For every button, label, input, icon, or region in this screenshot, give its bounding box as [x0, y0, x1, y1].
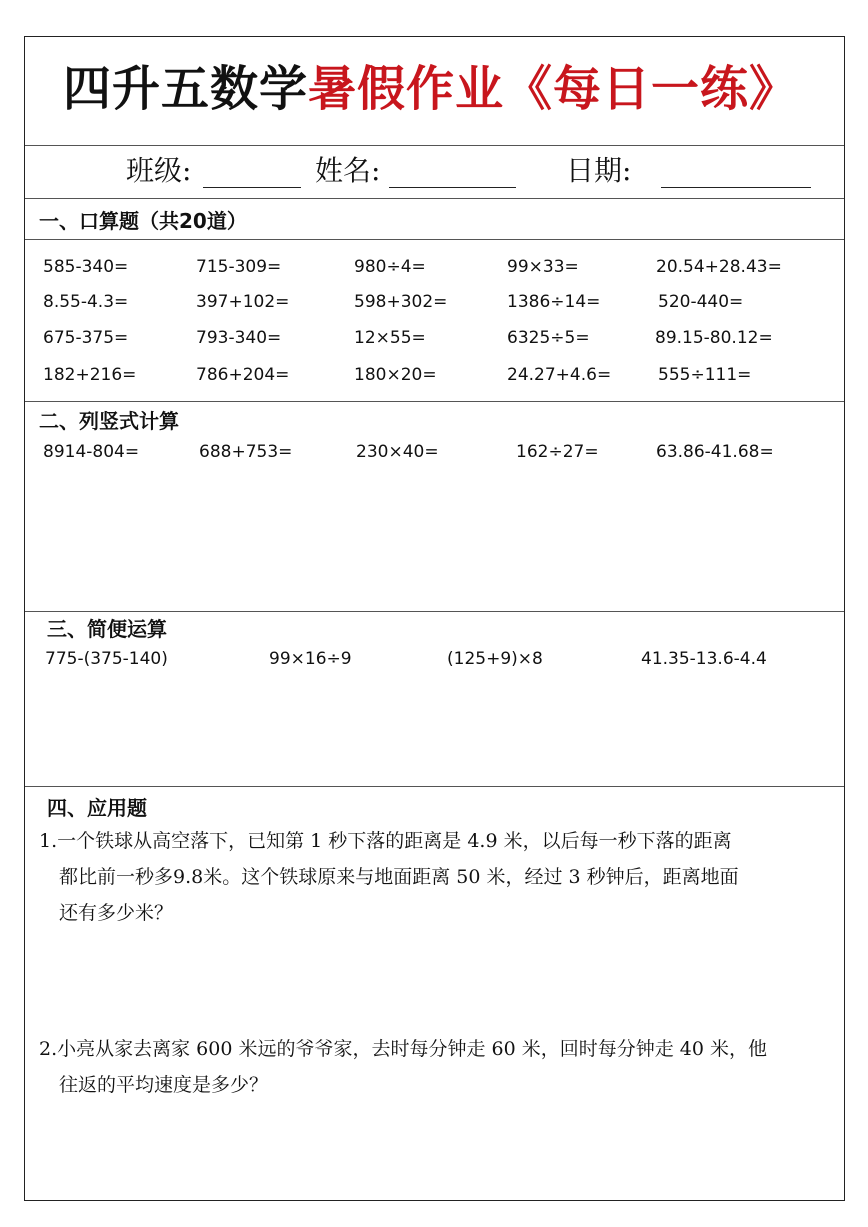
section-vertical-heading: 二、列竖式计算	[39, 409, 179, 433]
oral-question: 6325÷5=	[507, 328, 590, 348]
oral-question: 397+102=	[196, 292, 290, 312]
section-oral-heading: 一、口算题（共20道）	[39, 209, 247, 233]
applied-problem-2	[39, 1031, 839, 1103]
simple-question: 99×16÷9	[269, 649, 352, 669]
problem-line: 1.一个铁球从高空落下，已知第 1 秒下落的距离是 4.9 米，以后每一秒下落的距离	[39, 830, 732, 852]
title-red: 暑假作业《每日一练》	[308, 61, 799, 117]
oral-question: 8.55-4.3=	[43, 292, 129, 312]
oral-question: 675-375=	[43, 328, 129, 348]
vertical-question: 63.86-41.68=	[656, 442, 774, 462]
problem-line: 2.小亮从家去离家 600 米远的爷爷家，去时每分钟走 60 米，回时每分钟走 40 米，他	[39, 1038, 767, 1060]
divider	[25, 786, 844, 787]
name-label: 姓名:	[315, 154, 381, 187]
worksheet-title	[63, 59, 798, 119]
oral-question: 20.54+28.43=	[656, 257, 782, 277]
oral-question: 89.15-80.12=	[655, 328, 773, 348]
vertical-question: 230×40=	[356, 442, 439, 462]
oral-question: 520-440=	[658, 292, 744, 312]
divider	[25, 401, 844, 402]
oral-question: 786+204=	[196, 365, 290, 385]
oral-question: 715-309=	[196, 257, 282, 277]
date-blank	[661, 187, 811, 188]
oral-question: 598+302=	[354, 292, 448, 312]
simple-question: 41.35-13.6-4.4	[641, 649, 767, 669]
problem-line: 都比前一秒多9.8米。这个铁球原来与地面距离 50 米，经过 3 秒钟后，距离地面	[59, 866, 739, 888]
oral-question: 1386÷14=	[507, 292, 601, 312]
section-applied-heading: 四、应用题	[47, 796, 147, 820]
worksheet	[24, 36, 845, 1201]
name-blank	[389, 187, 516, 188]
oral-question: 555÷111=	[658, 365, 752, 385]
divider	[25, 145, 844, 146]
oral-question: 182+216=	[43, 365, 137, 385]
oral-question: 24.27+4.6=	[507, 365, 612, 385]
oral-question: 12×55=	[354, 328, 426, 348]
vertical-question: 162÷27=	[516, 442, 599, 462]
divider	[25, 198, 844, 199]
date-label: 日期:	[566, 154, 632, 187]
oral-question: 980÷4=	[354, 257, 426, 277]
class-blank	[203, 187, 301, 188]
title-black: 四升五数学	[63, 61, 309, 117]
divider	[25, 239, 844, 240]
simple-question: 775-(375-140)	[45, 649, 168, 669]
oral-question: 585-340=	[43, 257, 129, 277]
section-simple-heading: 三、简便运算	[47, 617, 167, 641]
applied-problem-1	[39, 823, 839, 931]
problem-line: 还有多少米？	[59, 902, 174, 924]
oral-question: 793-340=	[196, 328, 282, 348]
class-label: 班级:	[126, 154, 192, 187]
divider	[25, 611, 844, 612]
vertical-question: 688+753=	[199, 442, 293, 462]
oral-question: 99×33=	[507, 257, 579, 277]
problem-line: 往返的平均速度是多少？	[59, 1074, 269, 1096]
vertical-question: 8914-804=	[43, 442, 140, 462]
oral-question: 180×20=	[354, 365, 437, 385]
simple-question: (125+9)×8	[447, 649, 543, 669]
